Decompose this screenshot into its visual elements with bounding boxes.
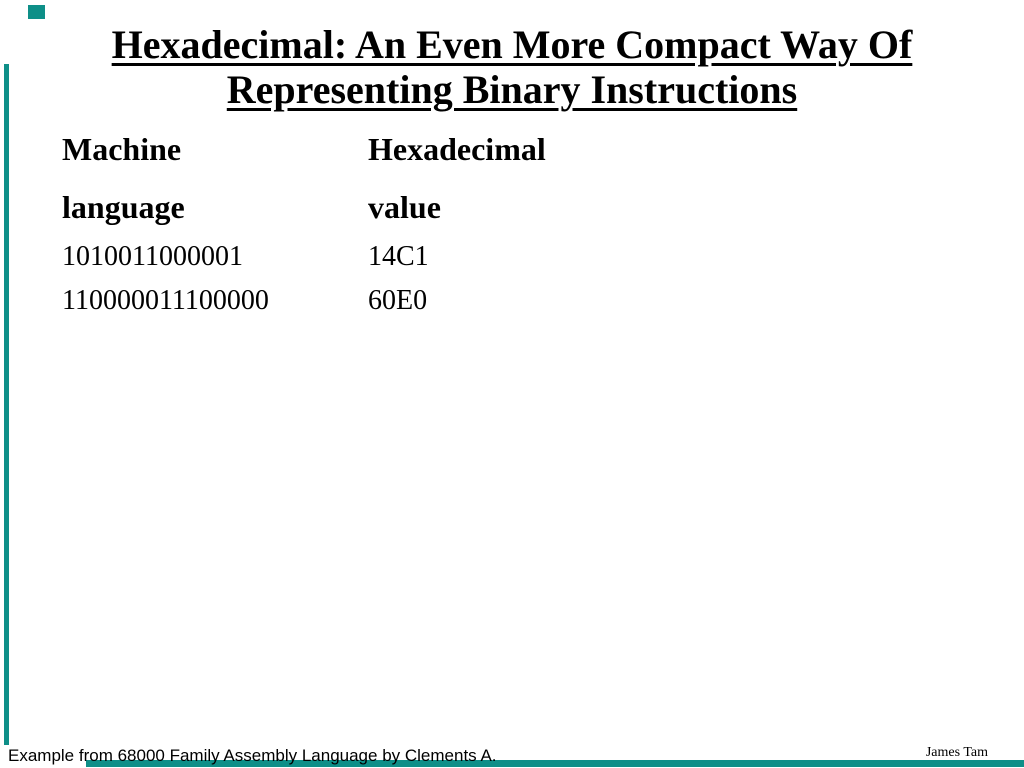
footer-source-citation: Example from 68000 Family Assembly Language by Clements A.: [8, 746, 497, 765]
table-header-machine-line-2: language: [62, 189, 185, 225]
slide-title: [50, 22, 974, 112]
footer-author-name: James Tam: [925, 745, 988, 760]
table-header-hex-line-1: Hexadecimal: [368, 131, 546, 167]
table-row-2-machine-value: 110000011100000: [62, 285, 269, 316]
table-header-hex-line-2: value: [368, 189, 441, 225]
table-header-machine-line-1: Machine: [62, 131, 182, 167]
table-row-1-machine-value: 1010011000001: [62, 241, 243, 272]
table-row-2-hex-value: 60E0: [368, 285, 428, 316]
slide-title-line-2: Representing Binary Instructions: [226, 67, 798, 112]
slide-title-line-1: Hexadecimal: An Even More Compact Way Of: [111, 22, 913, 67]
accent-corner-square: [28, 5, 45, 19]
accent-left-bar: [4, 64, 9, 745]
table-row-1-hex-value: 14C1: [368, 241, 429, 272]
